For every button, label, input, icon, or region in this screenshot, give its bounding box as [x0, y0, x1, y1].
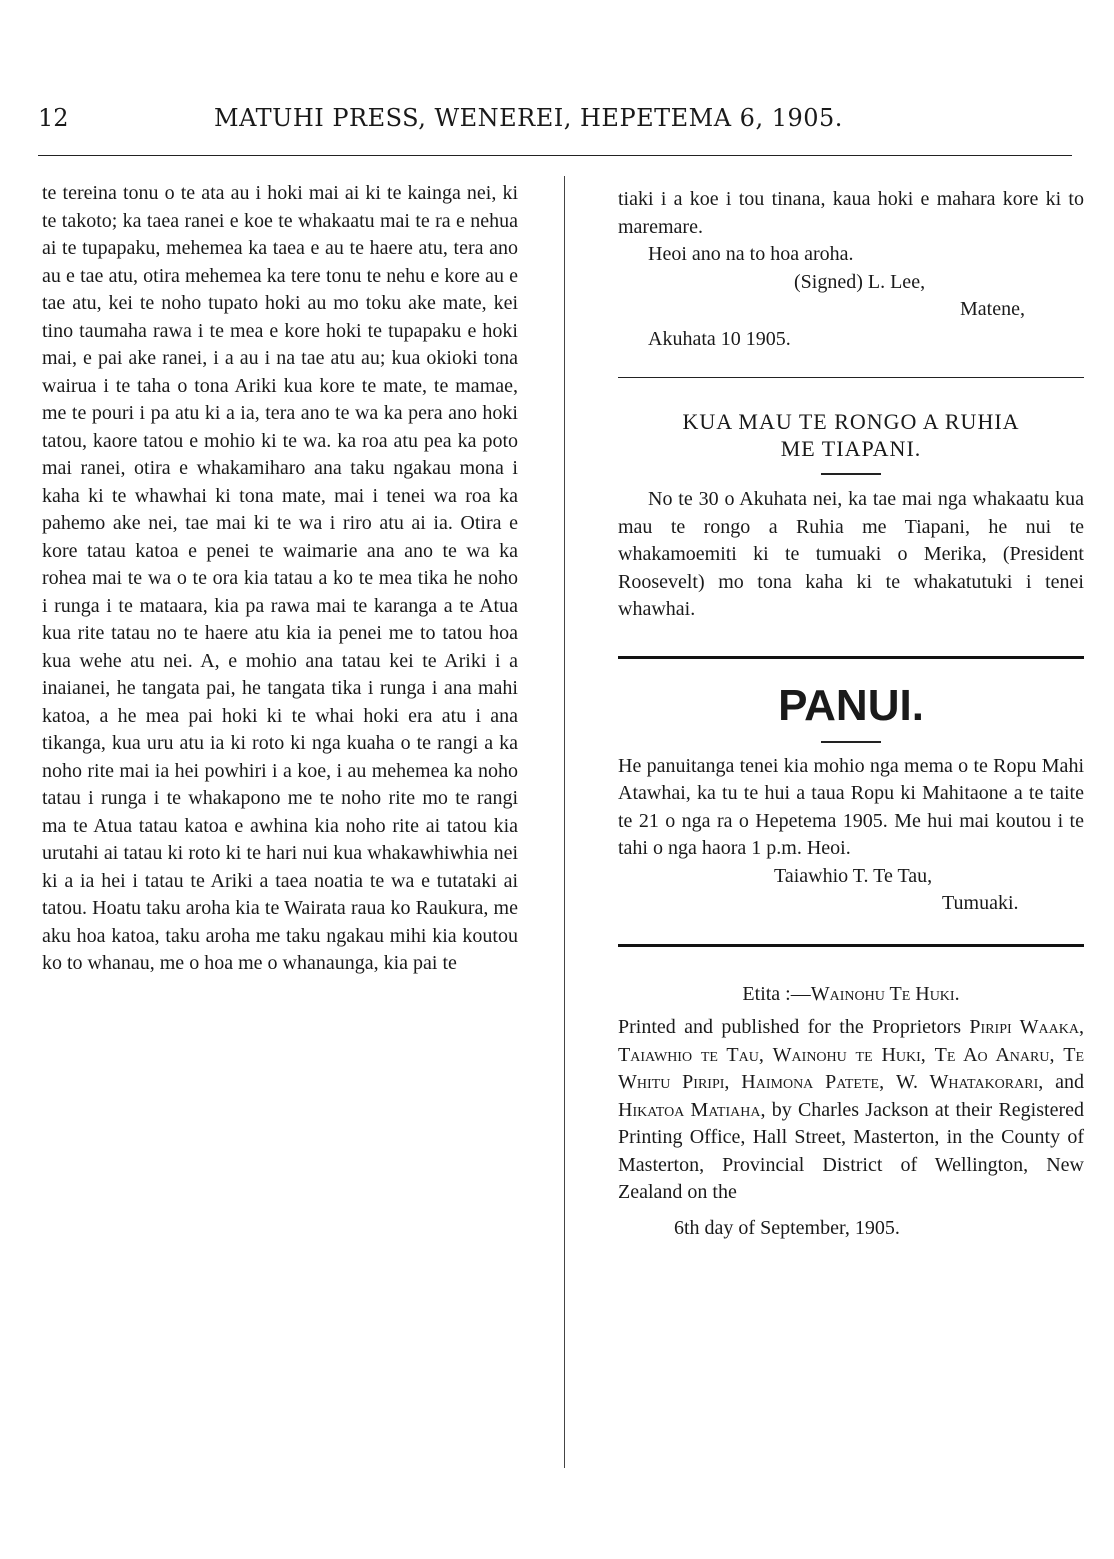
section-rule — [618, 377, 1084, 378]
proprietor-name: Hikatoa Matiaha — [618, 1098, 761, 1121]
proprietor-name: Wainohu te Huki — [772, 1043, 921, 1066]
separator: , — [758, 1043, 773, 1066]
notice-title-underline — [821, 741, 881, 743]
imprint-tail: , by Charles Jackson at their Registered Printing Office, Hall Street, Masterton, in the County of Masterton, Provincial District of Wellington, New Zealand on the — [618, 1098, 1084, 1203]
letter-date: Akuhata 10 1905. — [648, 327, 791, 350]
section-rule-thick-2 — [618, 944, 1084, 947]
notice-body: He panuitanga tenei kia mohio nga mema o te Ropu Mahi Atawhai, ka tu te hui a taua Ropu ki Mahitaone a te taite te 21 o nga ra o Hepetema 1905. Me hui mai koutou i te tahi o nga haora 1 p.m. Heoi. — [618, 754, 1084, 859]
proprietor-name: Te Whitu Piripi — [618, 1043, 1085, 1093]
header-rule — [38, 155, 1072, 156]
proprietor-name: Taiawhio te Tau — [618, 1043, 759, 1066]
separator: , — [920, 1043, 935, 1066]
letter-body-continued: te tereina tonu o te ata au i hoki mai ai ki te kainga nei, ki te takoto; ka taea ranei e koe te whakaatu mai te ra e nehua ai te tupapaku, mehemea ka taea e au te haere atu, tera ano au e tae atu, otira mehemea ka tere tonu te nehu e kore au e tae atu, kei te noho tupato hoki au mo toku ake mate, kei tino taumaha rawa i te mea e kore hoki te tupapaku e hoki mai, e pai ake ranei, i a au i na tae atu au; kua okioki tona wairua i te taha o tona Ariki kua kore te mate, te mamae, me te pouri i pa atu ki a ia, tera ano te wa ka pera ano hoki tatou, kaore tatou e mohio ki te wa. ka roa atu pea ka poto mai ranei, otira e whakamiharo ana taku ngakau mona i kaha ki te whawhai ki tona mate, mai i tenei wa roa ka pahemo ake nei, tae mai ki te wa i riro atu ai ia. Otira e kore tatau katoa e penei te waimarie ana ano te wa ka rohea mai te wa o te ora kia tatau a ko te mea tika he noho i runga i te mataara, kia pa rawa mai te karanga a te Atua kua rite tatau no te haere atu kia ia penei me to tatou hoa kua wehe atu nei. A, e mohio ana tatau kei te Ariki i a inaianei, he tangata pai, he tangata tika i runga i ana mahi katoa, a he mea pai hoki ki te whai hoki era atu i ana tikanga, kua uru atu ia ki roto ki nga kuaha o te rangi a ka noho rite mai ia hei powhiri i a koe, i au mehemea ka noho tatau i runga i te whakapono me te noho rite mo te rangi ma te Atua tatau katoa e awhina kia noho rite ai tatou kia urutahi ai tatau ki roto ki te hari nui kua whakawhiwhia nei ki a ia hei i tatau te Ariki a taea noatia te wa e tutataki ai tatou. Hoatu taku aroha kia te Wairata raua ko Raukura, me aku hoa katoa, taku aroha me taku ngakau mihi kia koutou ko to whanau, me o hoa me o whanaunga, kia pai te — [42, 182, 518, 974]
column-divider — [564, 176, 565, 1468]
separator: , — [879, 1071, 896, 1093]
letter-body-end: tiaki i a koe i tou tinana, kaua hoki e mahara kore ki to maremare. — [618, 188, 1084, 238]
notice-signer: Taiawhio T. Te Tau, — [774, 864, 933, 887]
news-title-line1: KUA MAU TE RONGO A RUHIA — [682, 409, 1020, 434]
proprietor-name: Piripi Waaka — [969, 1016, 1079, 1038]
section-rule-thick — [618, 656, 1084, 659]
proprietor-name: W. Whatakorari — [895, 1071, 1039, 1093]
separator: , — [724, 1071, 742, 1093]
editor-line — [618, 981, 1084, 1009]
right-column — [618, 186, 1084, 1242]
page-header — [38, 104, 1078, 144]
editor-name: Wainohu Te Huki. — [810, 982, 960, 1005]
separator: , — [1079, 1016, 1084, 1038]
letter-signed: (Signed) L. Lee, — [794, 270, 926, 293]
page-number: 12 — [38, 104, 69, 132]
title-underline — [821, 473, 881, 475]
separator: , and — [1038, 1071, 1084, 1093]
proprietor-name: Te Ao Anaru — [934, 1043, 1050, 1066]
notice-title: PANUI. — [778, 680, 924, 730]
imprint-text — [618, 1014, 1084, 1207]
news-body: No te 30 o Akuhata nei, ka tae mai nga whakaatu kua mau te rongo a Ruhia me Tiapani, he nui te whakamoemiti ki te tumuaki o Merika, (President Roosevelt) mo tona kaha ki te whakatutuki i tenei whawhai. — [618, 488, 1084, 620]
left-column — [42, 180, 518, 978]
proprietor-name: Haimona Patete — [741, 1071, 880, 1093]
imprint-lead: Printed and published for the Proprietors — [618, 1016, 970, 1038]
separator: , — [1049, 1043, 1064, 1066]
editor-label: Etita :— — [742, 982, 811, 1005]
running-title: MATUHI PRESS, WENEREI, HEPETEMA 6, 1905. — [214, 104, 843, 132]
imprint-date: 6th day of September, 1905. — [674, 1216, 900, 1239]
news-title-line2: ME TIAPANI. — [780, 436, 922, 461]
notice-signer-title: Tumuaki. — [942, 892, 1019, 914]
letter-closing: Heoi ano na to hoa aroha. — [648, 243, 854, 265]
letter-place: Matene, — [960, 298, 1025, 320]
